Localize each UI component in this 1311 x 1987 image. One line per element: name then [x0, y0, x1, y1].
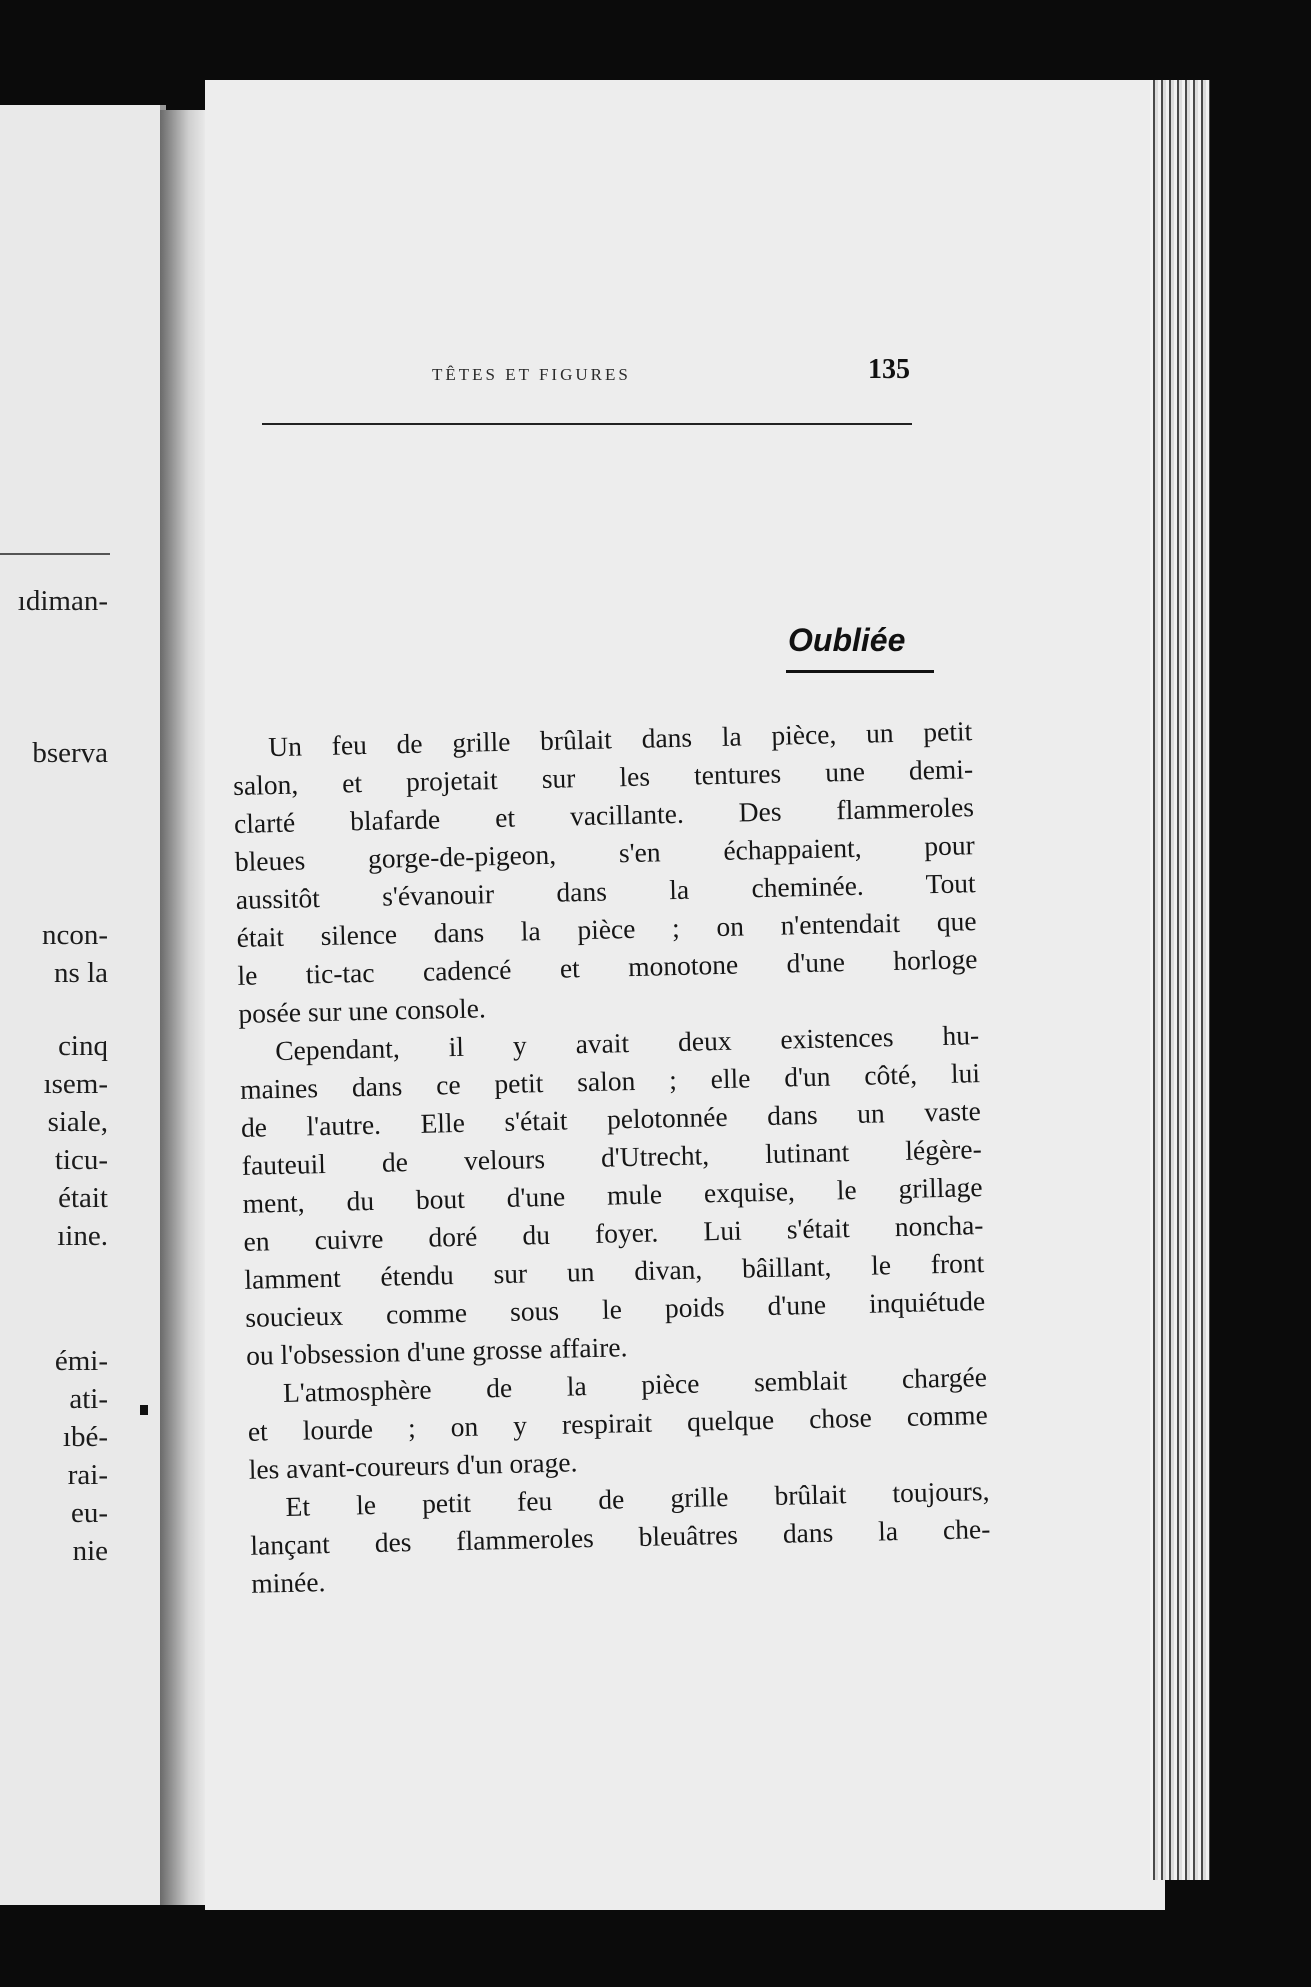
- text-line: de l'autre. Elle s'était pelotonnée dans un vaste: [240, 1095, 982, 1143]
- text-line: fauteuil de velours d'Utrecht, lutinant légère-: [241, 1133, 982, 1181]
- text-line: L'atmosphère de la pièce semblait chargée: [282, 1361, 988, 1409]
- left-page-fragment: émi-: [54, 1345, 108, 1377]
- text-line: Un feu de grille brûlait dans la pièce, un petit: [267, 715, 973, 763]
- text-line: était silence dans la pièce ; on n'entendait que: [236, 905, 977, 953]
- left-page-fragment: eu-: [70, 1497, 108, 1529]
- text-line: ment, du bout d'une mule exquise, le grillage: [242, 1171, 983, 1219]
- text-line: lamment étendu sur un divan, bâillant, le front: [244, 1247, 985, 1295]
- text-line: ou l'obsession d'une grosse affaire.: [245, 1331, 628, 1371]
- left-page-fragment: cinq: [58, 1030, 108, 1062]
- left-page-fragment: ncon-: [41, 919, 108, 951]
- margin-mark: [140, 1405, 148, 1415]
- left-page-fragment: ıbé-: [62, 1421, 108, 1453]
- text-line: et lourde ; on y respirait quelque chose comme: [247, 1399, 989, 1447]
- left-page-fragment: ıdiman-: [17, 585, 108, 617]
- body-text: [232, 715, 992, 1606]
- text-line: soucieux comme sous le poids d'une inquiétude: [244, 1285, 986, 1333]
- left-page-fragment: était: [58, 1182, 108, 1214]
- text-line: minée.: [250, 1566, 326, 1599]
- page-edges: [1150, 80, 1210, 1880]
- text-line: Cependant, il y avait deux existences hu-: [274, 1019, 980, 1067]
- left-page-rule: [0, 553, 110, 555]
- text-line: maines dans ce petit salon ; elle d'un côté, lui: [239, 1057, 981, 1105]
- left-page-fragment: bserva: [32, 737, 108, 769]
- text-line: en cuivre doré du foyer. Lui s'était noncha-: [243, 1209, 984, 1257]
- text-line: aussitôt s'évanouir dans la cheminée. Tout: [235, 867, 976, 915]
- text-line: lançant des flammeroles bleuâtres dans la che-: [250, 1513, 991, 1561]
- left-page-fragment: ns la: [54, 957, 108, 989]
- page-number: 135: [868, 354, 910, 385]
- text-line: bleues gorge-de-pigeon, s'en échappaient, pour: [234, 829, 976, 877]
- text-line: posée sur une console.: [238, 992, 487, 1029]
- left-page-fragment: rai-: [67, 1459, 108, 1491]
- left-page-fragment: siale,: [47, 1106, 108, 1138]
- text-line: le tic-tac cadencé et monotone d'une horloge: [237, 943, 978, 991]
- text-line: les avant-coureurs d'un orage.: [248, 1446, 578, 1485]
- left-page-fragment: nie: [72, 1535, 108, 1567]
- left-page: [0, 105, 166, 1905]
- chapter-title: Oubliée: [788, 622, 906, 658]
- header-rule: [262, 423, 912, 425]
- left-page-fragment: ati-: [69, 1383, 108, 1415]
- text-line: Et le petit feu de grille brûlait toujours,: [285, 1475, 990, 1522]
- left-page-fragment: ticu-: [54, 1144, 108, 1176]
- left-page-fragment: ıine.: [57, 1220, 108, 1252]
- book-gutter: [160, 110, 208, 1905]
- title-underline: [786, 670, 934, 673]
- left-page-fragment: ısem-: [43, 1068, 108, 1100]
- text-line: clarté blafarde et vacillante. Des flammeroles: [233, 791, 975, 839]
- running-head: TÊTES ET FIGURES: [432, 365, 631, 384]
- text-line: salon, et projetait sur les tentures une demi-: [232, 753, 974, 801]
